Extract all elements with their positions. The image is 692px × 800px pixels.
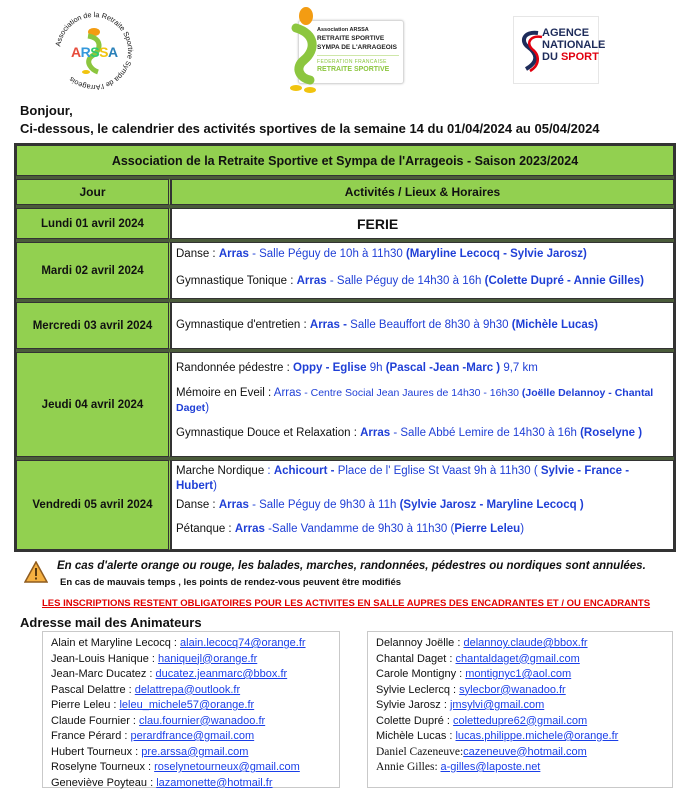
table-title: Association de la Retraite Sportive et Sympa de l'Arrageois - Saison 2023/2024: [16, 145, 674, 176]
contact-row: [376, 698, 672, 714]
activity-name: Gymnastique Douce et Relaxation :: [176, 427, 361, 439]
ans-line: [542, 51, 605, 63]
contact-email-link[interactable]: clau.fournier@wanadoo.fr: [139, 714, 266, 727]
contact-email-link[interactable]: jmsylvi@gmail.com: [449, 699, 545, 711]
activities-cell: [171, 302, 674, 349]
contact-email-link[interactable]: delattrepa@outlook.fr: [134, 683, 241, 696]
activity-item: [176, 498, 669, 513]
contact-email-link[interactable]: perardfrance@gmail.com: [130, 730, 255, 742]
activity-place: Arras: [273, 387, 302, 399]
arssa-wordmark: ARSSA: [71, 44, 118, 60]
activity-extra: ): [213, 480, 217, 492]
ans-line: NATIONALE: [542, 39, 606, 51]
agence-nationale-sport-logo: [513, 16, 606, 84]
logo-line: SYMPA DE L'ARRAGEOIS: [317, 44, 397, 51]
ans-du: DU: [542, 51, 561, 63]
contact-row: [51, 698, 339, 714]
logo-line: Association ARSSA: [317, 27, 369, 33]
contact-name: Alain et Maryline Lecocq :: [51, 637, 181, 649]
activity-leaders: (Joëlle Delannoy - Chantal Daget: [176, 387, 654, 414]
logo-line: RETRAITE SPORTIVE: [317, 35, 385, 42]
activity-place: Arras: [360, 427, 391, 439]
contact-row: [376, 745, 672, 761]
activity-details: 9h: [366, 362, 386, 374]
table-row: [16, 239, 674, 299]
day-cell: Mercredi 03 avril 2024: [16, 302, 171, 349]
contact-name: Pascal Delattre :: [51, 683, 135, 696]
activity-name: Gymnastique d'entretien :: [176, 319, 310, 331]
warning-icon: [24, 561, 48, 583]
activity-details: - Salle Péguy de 14h30 à 16h: [326, 275, 485, 287]
contact-email-link[interactable]: pre.arssa@gmail.com: [141, 745, 249, 758]
table-row: [16, 457, 674, 550]
contact-name: Hubert Tourneux :: [51, 745, 142, 758]
logo-line: FEDERATION FRANCAISE: [317, 59, 387, 65]
contact-name: Claude Fournier :: [51, 714, 140, 727]
contacts-title: Adresse mail des Animateurs: [20, 615, 202, 630]
activity-leaders: (Roselyne ): [580, 427, 643, 439]
contact-email-link[interactable]: chantaldaget@gmail.com: [455, 652, 580, 665]
activity-place: Oppy - Eglise: [293, 362, 367, 374]
contact-email-link[interactable]: sylecbor@wanadoo.fr: [459, 683, 566, 696]
activity-item: [176, 464, 669, 494]
logo-line: RETRAITE SPORTIVE: [317, 66, 390, 73]
contact-name: Annie Gilles:: [376, 761, 441, 773]
contact-row: [51, 729, 339, 745]
table-row: [16, 349, 674, 457]
arssa-federation-logo: [286, 4, 406, 96]
contact-name: Daniel Cazeneuve:: [376, 745, 464, 758]
registration-notice: LES INSCRIPTIONS RESTENT OBLIGATOIRES POUR LES ACTIVITES EN SALLE AUPRES DES ENCADRANTES ET / OU ENCADRANTS: [41, 598, 651, 609]
contact-email-link[interactable]: roselynetourneux@gmail.com: [154, 761, 300, 773]
contact-name: Jean-Louis Hanique :: [51, 652, 159, 665]
contact-name: Pierre Leleu :: [51, 699, 120, 711]
activity-name: Gymnastique Tonique :: [176, 275, 297, 287]
day-cell: Vendredi 05 avril 2024: [16, 460, 171, 550]
activity-name: Randonnée pédestre :: [176, 362, 294, 374]
ans-line: AGENCE: [542, 27, 590, 39]
intro: [20, 102, 600, 138]
activities-cell: [171, 242, 674, 299]
contact-row: [51, 683, 339, 699]
activities-cell: [171, 460, 674, 550]
contact-email-link[interactable]: ducatez.jeanmarc@bbox.fr: [155, 668, 288, 680]
contact-email-link[interactable]: leleu_michele57@orange.fr: [119, 699, 255, 711]
weather-notice: En cas de mauvais temps , les points de rendez-vous peuvent être modifiés: [60, 577, 402, 588]
activity-distance: 9,7 km: [500, 362, 538, 374]
contact-name: Geneviève Poyteau :: [51, 776, 157, 789]
activity-leaders: (Colette Dupré - Annie Gilles): [484, 275, 644, 287]
activity-leaders: Pierre Leleu: [454, 523, 521, 535]
column-header-activities: Activités / Lieux & Horaires: [171, 179, 674, 205]
runner-figure-icon: [286, 4, 326, 96]
svg-text:Association de la Retraite Spo: Association de la Retraite Sportive Sympa de l'Arrageois: [53, 10, 136, 92]
contact-row: [376, 760, 672, 776]
table-title-row: [16, 145, 674, 176]
activity-item: [176, 522, 669, 537]
contact-email-link[interactable]: alain.lecocq74@orange.fr: [180, 637, 306, 649]
activity-details: - Salle Péguy de 9h30 à 11h: [248, 499, 400, 511]
contact-email-link[interactable]: lucas.philippe.michele@orange.fr: [455, 730, 619, 742]
activity-place: Arras: [234, 523, 265, 535]
contact-email-link[interactable]: montignyc1@aol.com: [465, 668, 572, 680]
activity-name: Danse :: [176, 499, 219, 511]
contact-row: [376, 667, 672, 683]
activities-cell: [171, 352, 674, 457]
table-row: [16, 205, 674, 239]
activity-name: Pétanque :: [176, 523, 235, 535]
contact-email-link[interactable]: cazeneuve@hotmail.com: [463, 745, 587, 758]
ans-sport: SPORT: [560, 51, 599, 63]
activity-details: - Centre Social Jean Jaures de 14h30 - 16h30: [301, 387, 522, 399]
activity-details: Place de l' Eglise St Vaast 9h à 11h30 (: [334, 465, 541, 477]
activity-leaders: (Maryline Lecocq - Sylvie Jarosz): [405, 248, 587, 260]
activity-item: [176, 247, 669, 262]
logo-separator: [317, 55, 399, 56]
contact-row: [376, 714, 672, 730]
contact-row: [51, 760, 339, 776]
activity-item: [176, 318, 598, 333]
activity-details: - Salle Péguy de 10h à 11h30: [248, 248, 406, 260]
table-row: [16, 299, 674, 349]
ferie-label: FERIE: [171, 208, 674, 239]
activity-item: [176, 426, 669, 441]
contact-name: Roselyne Tourneux :: [51, 761, 155, 773]
activity-place: Arras: [218, 499, 249, 511]
contact-row: [51, 652, 339, 668]
contact-name: Michèle Lucas :: [376, 730, 456, 742]
contact-name: Chantal Daget :: [376, 652, 456, 665]
contacts-left-box: [42, 631, 340, 788]
contact-name: Carole Montigny :: [376, 668, 466, 680]
activity-item: [176, 386, 669, 416]
activity-details: -Salle Vandamme de 9h30 à 11h30 (: [264, 523, 455, 535]
activity-place: Arras: [218, 248, 249, 260]
contact-email-link[interactable]: colettedupre62@gmail.com: [453, 714, 588, 727]
ans-s-icon: [518, 29, 544, 73]
contact-name: Colette Dupré :: [376, 714, 454, 727]
activity-item: [176, 274, 669, 289]
intro-text: Ci-dessous, le calendrier des activités sportives de la semaine 14 du 01/04/2024 au 05/04/2024: [20, 121, 600, 136]
activity-leaders: Sylvie - France - Hubert: [176, 465, 630, 492]
day-cell: Mardi 02 avril 2024: [16, 242, 171, 299]
contacts-right-box: [367, 631, 673, 788]
contact-row: [376, 729, 672, 745]
activity-leaders: (Pascal -Jean -Marc ): [385, 362, 501, 374]
contact-row: [51, 776, 339, 792]
activity-name: Mémoire en Eveil :: [176, 387, 274, 399]
activity-leaders: (Sylvie Jarosz - Maryline Lecocq ): [399, 499, 584, 511]
activity-place: Arras: [296, 275, 327, 287]
contact-email-link[interactable]: haniquejl@orange.fr: [158, 652, 258, 665]
contact-name: Jean-Marc Ducatez :: [51, 668, 156, 680]
activity-item: [176, 361, 669, 376]
day-cell: Jeudi 04 avril 2024: [16, 352, 171, 457]
activity-leaders: (Michèle Lucas): [511, 319, 599, 331]
day-cell: Lundi 01 avril 2024: [16, 208, 171, 239]
greeting: Bonjour,: [20, 103, 73, 118]
contact-name: Sylvie Jarosz :: [376, 699, 450, 711]
contact-email-link[interactable]: delannoy.claude@bbox.fr: [463, 637, 588, 649]
ans-wordmark: [542, 27, 605, 63]
activity-name: Marche Nordique: [176, 465, 265, 477]
schedule-table: [14, 143, 676, 552]
activity-details: Salle Beauffort de 8h30 à 9h30: [346, 319, 512, 331]
contact-row: [376, 636, 672, 652]
contact-email-link[interactable]: a-gilles@laposte.net: [440, 761, 541, 773]
activity-sep: :: [264, 465, 274, 477]
contact-name: Sylvie Leclercq :: [376, 683, 460, 696]
contact-row: [51, 714, 339, 730]
contact-name: Delannoy Joëlle :: [376, 637, 464, 649]
activity-details: - Salle Abbé Lemire de 14h30 à 16h: [390, 427, 581, 439]
contact-row: [376, 652, 672, 668]
contact-row: [51, 636, 339, 652]
contact-row: [51, 667, 339, 683]
activity-extra: ): [205, 402, 210, 414]
activity-place: Achicourt -: [273, 465, 335, 477]
contact-email-link[interactable]: lazamonette@hotmail.fr: [156, 776, 273, 789]
contact-row: [376, 683, 672, 699]
alert-notice: En cas d'alerte orange ou rouge, les balades, marches, randonnées, pédestres ou nordiques sont annulées.: [57, 560, 646, 572]
table-header-row: [16, 176, 674, 205]
arssa-circle-logo: [52, 10, 136, 92]
activity-place: Arras -: [309, 319, 347, 331]
activity-name: Danse :: [176, 248, 219, 260]
contact-row: [51, 745, 339, 761]
contact-name: France Pérard :: [51, 730, 131, 742]
column-header-day: Jour: [16, 179, 171, 205]
activity-extra: ): [520, 523, 525, 535]
